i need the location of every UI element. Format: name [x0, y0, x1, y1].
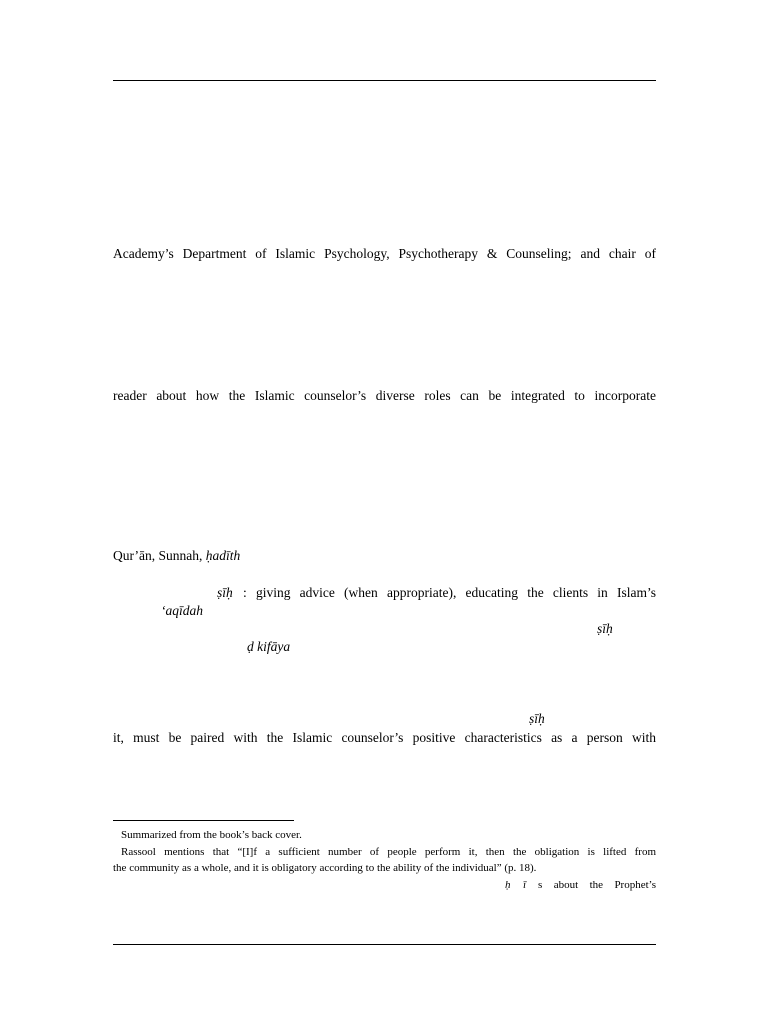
- body-line-sources: [113, 548, 656, 564]
- footnote-1: Summarized from the book’s back cover.: [121, 829, 302, 841]
- footer-rule: [113, 944, 656, 945]
- footnote-3-text: s about the Prophet’s: [538, 879, 656, 891]
- footnote-3-i: ī: [523, 879, 527, 891]
- footnote-2-line-1: Rassool mentions that “[I]f a sufficient number of people perform it, then the obligation is lifted from: [121, 846, 656, 858]
- body-line-roles: reader about how the Islamic counselor’s diverse roles can be integrated to incorporate: [113, 388, 656, 403]
- footnote-2-line-2: the community as a whole, and it is obligatory according to the ability of the individual” (p. 18).: [113, 862, 537, 874]
- aqidah-term: ‘aqīdah: [161, 603, 203, 618]
- nasih-term-1: ṣīḥ: [217, 585, 233, 600]
- hadith-term: ḥadīth: [205, 548, 241, 563]
- nasih-term-3: ṣīḥ: [529, 711, 545, 726]
- kifaya-term: ḍ kifāya: [247, 639, 291, 654]
- body-line-advice: : giving advice (when appropriate), educating the clients in Islam’s: [243, 585, 656, 600]
- body-line-characteristics: it, must be paired with the Islamic counselor’s positive characteristics as a person with: [113, 730, 656, 745]
- footnote-3-h: ḥ: [505, 879, 511, 891]
- body-line-department: Academy’s Department of Islamic Psychology, Psychotherapy & Counseling; and chair of: [113, 246, 656, 261]
- nasih-term-2: ṣīḥ: [597, 621, 613, 636]
- footnote-separator: [113, 820, 294, 821]
- header-rule: [113, 80, 656, 81]
- sources-text: Qur’ān, Sunnah,: [113, 548, 206, 563]
